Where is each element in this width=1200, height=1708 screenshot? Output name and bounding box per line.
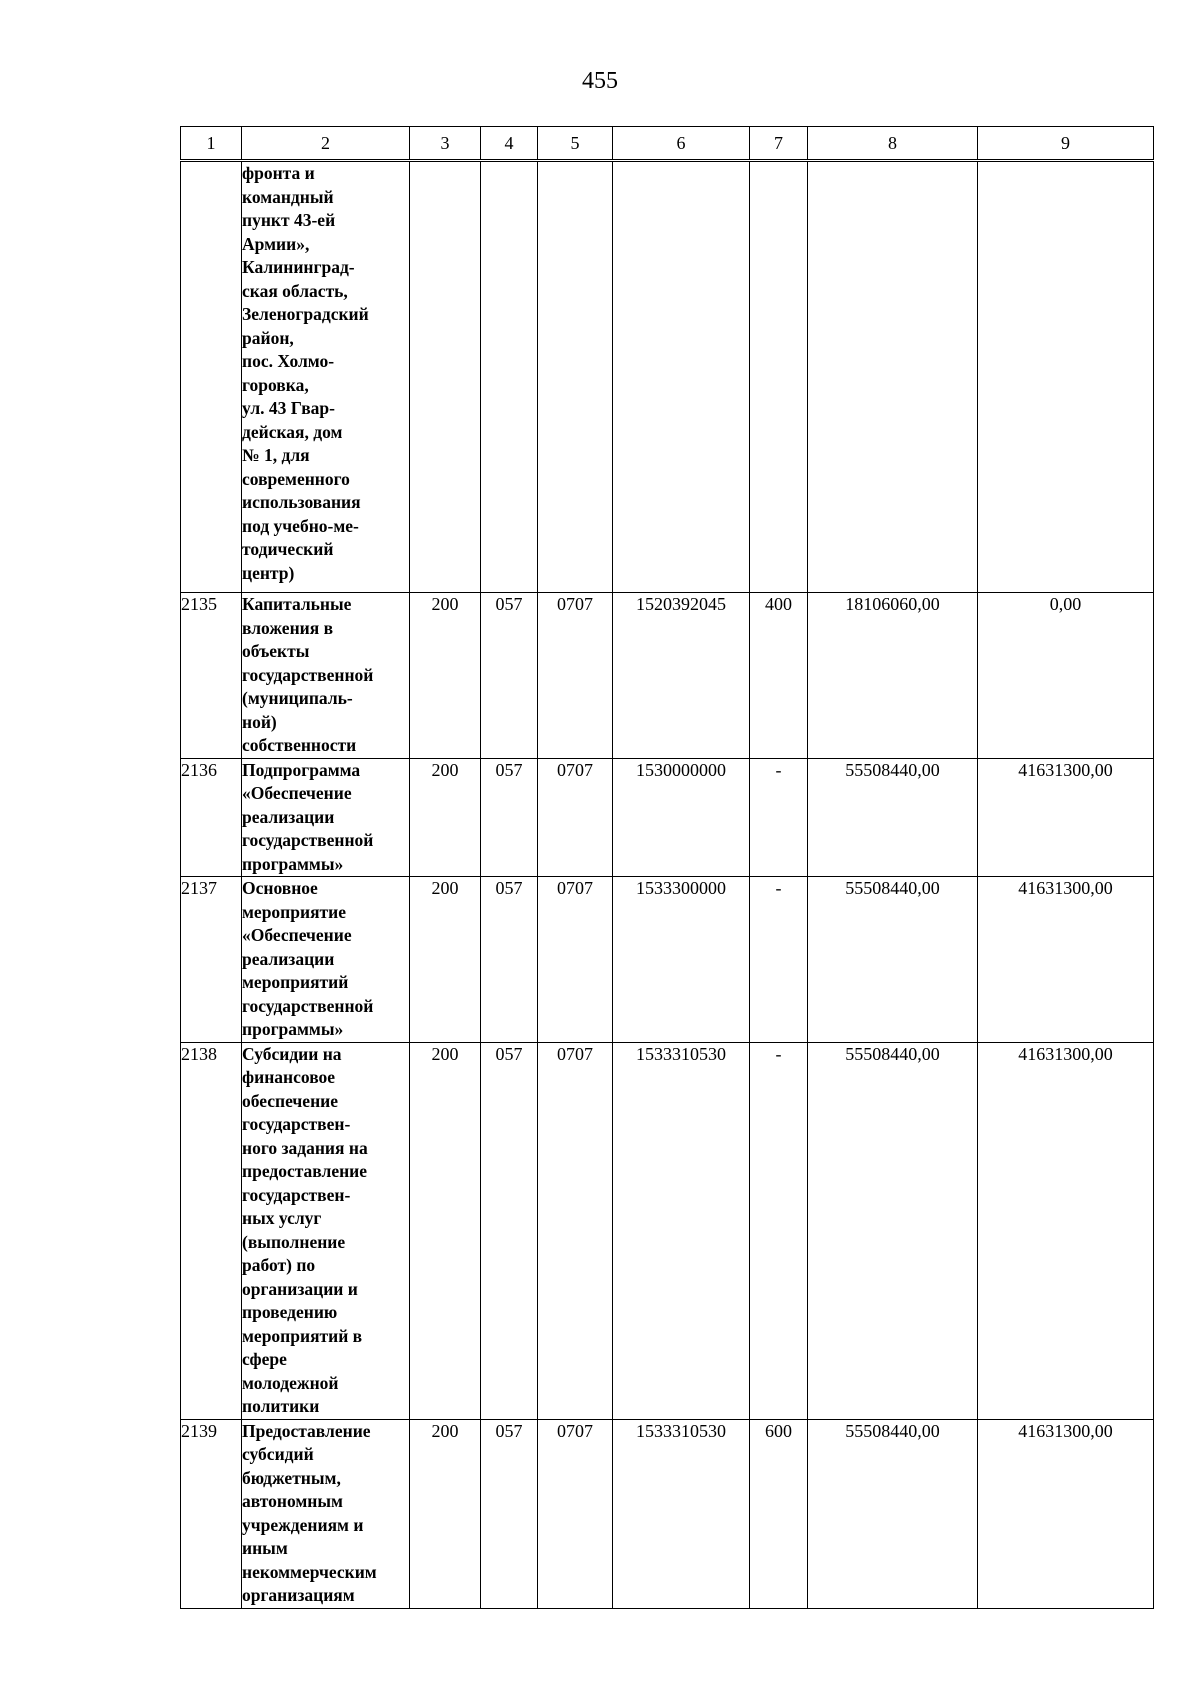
row-col-4 xyxy=(481,161,538,593)
header-col-7: 7 xyxy=(750,127,808,161)
header-row xyxy=(181,127,1154,161)
row-id xyxy=(181,161,242,593)
header-col-1: 1 xyxy=(181,127,242,161)
row-col-6: 1530000000 xyxy=(613,758,750,877)
header-col-3: 3 xyxy=(410,127,481,161)
row-id: 2136 xyxy=(181,758,242,877)
header-col-9: 9 xyxy=(978,127,1154,161)
header-col-6: 6 xyxy=(613,127,750,161)
row-col-5: 0707 xyxy=(538,1042,613,1419)
row-col-9: 41631300,00 xyxy=(978,877,1154,1043)
table-row xyxy=(181,593,1154,759)
row-col-7: - xyxy=(750,877,808,1043)
row-col-7: 400 xyxy=(750,593,808,759)
row-col-7: - xyxy=(750,758,808,877)
row-col-8: 18106060,00 xyxy=(808,593,978,759)
row-col-4: 057 xyxy=(481,1042,538,1419)
row-col-5: 0707 xyxy=(538,593,613,759)
header-col-8: 8 xyxy=(808,127,978,161)
row-col-4: 057 xyxy=(481,877,538,1043)
row-col-6 xyxy=(613,161,750,593)
row-col-9: 41631300,00 xyxy=(978,1042,1154,1419)
row-col-8: 55508440,00 xyxy=(808,758,978,877)
row-col-3 xyxy=(410,161,481,593)
row-name: Капитальные вложения в объекты государственной (муниципаль- ной) собственности xyxy=(242,593,410,759)
row-col-6: 1533310530 xyxy=(613,1419,750,1608)
row-col-4: 057 xyxy=(481,1419,538,1608)
table-row xyxy=(181,1042,1154,1419)
row-col-5 xyxy=(538,161,613,593)
row-col-3: 200 xyxy=(410,758,481,877)
row-name: Подпрограмма «Обеспечение реализации государственной программы» xyxy=(242,758,410,877)
header-col-2: 2 xyxy=(242,127,410,161)
row-col-9: 41631300,00 xyxy=(978,1419,1154,1608)
row-col-3: 200 xyxy=(410,1419,481,1608)
table-row xyxy=(181,161,1154,593)
row-col-9: 41631300,00 xyxy=(978,758,1154,877)
row-id: 2139 xyxy=(181,1419,242,1608)
row-col-7 xyxy=(750,161,808,593)
row-col-5: 0707 xyxy=(538,877,613,1043)
row-name: Основное мероприятие «Обеспечение реализации мероприятий государственной программы» xyxy=(242,877,410,1043)
row-col-7: 600 xyxy=(750,1419,808,1608)
header-col-5: 5 xyxy=(538,127,613,161)
row-col-4: 057 xyxy=(481,593,538,759)
header-col-4: 4 xyxy=(481,127,538,161)
row-col-8 xyxy=(808,161,978,593)
row-col-6: 1533310530 xyxy=(613,1042,750,1419)
row-name: фронта и командный пункт 43-ей Армии», Калининград- ская область, Зеленоградский район, пос. Холмо- горовка, ул. 43 Гвар- дейская, дом № 1, для современного использования под учебно-ме- тодический центр) xyxy=(242,161,410,593)
row-name: Субсидии на финансовое обеспечение государствен- ного задания на предоставление государствен- ных услуг (выполнение работ) по организации и проведению мероприятий в сфере молодежной политики xyxy=(242,1042,410,1419)
table-row xyxy=(181,1419,1154,1608)
row-col-8: 55508440,00 xyxy=(808,877,978,1043)
row-col-9: 0,00 xyxy=(978,593,1154,759)
row-col-3: 200 xyxy=(410,877,481,1043)
row-col-4: 057 xyxy=(481,758,538,877)
row-col-7: - xyxy=(750,1042,808,1419)
row-col-8: 55508440,00 xyxy=(808,1042,978,1419)
row-id: 2137 xyxy=(181,877,242,1043)
row-col-3: 200 xyxy=(410,593,481,759)
row-col-5: 0707 xyxy=(538,1419,613,1608)
row-col-3: 200 xyxy=(410,1042,481,1419)
table-row xyxy=(181,758,1154,877)
row-name: Предоставление субсидий бюджетным, автономным учреждениям и иным некоммерческим организациям xyxy=(242,1419,410,1608)
row-col-8: 55508440,00 xyxy=(808,1419,978,1608)
row-id: 2135 xyxy=(181,593,242,759)
row-id: 2138 xyxy=(181,1042,242,1419)
row-col-6: 1533300000 xyxy=(613,877,750,1043)
table-row xyxy=(181,877,1154,1043)
row-col-6: 1520392045 xyxy=(613,593,750,759)
row-col-9 xyxy=(978,161,1154,593)
page-number: 455 xyxy=(582,68,618,94)
row-col-5: 0707 xyxy=(538,758,613,877)
budget-table xyxy=(180,126,1154,1609)
